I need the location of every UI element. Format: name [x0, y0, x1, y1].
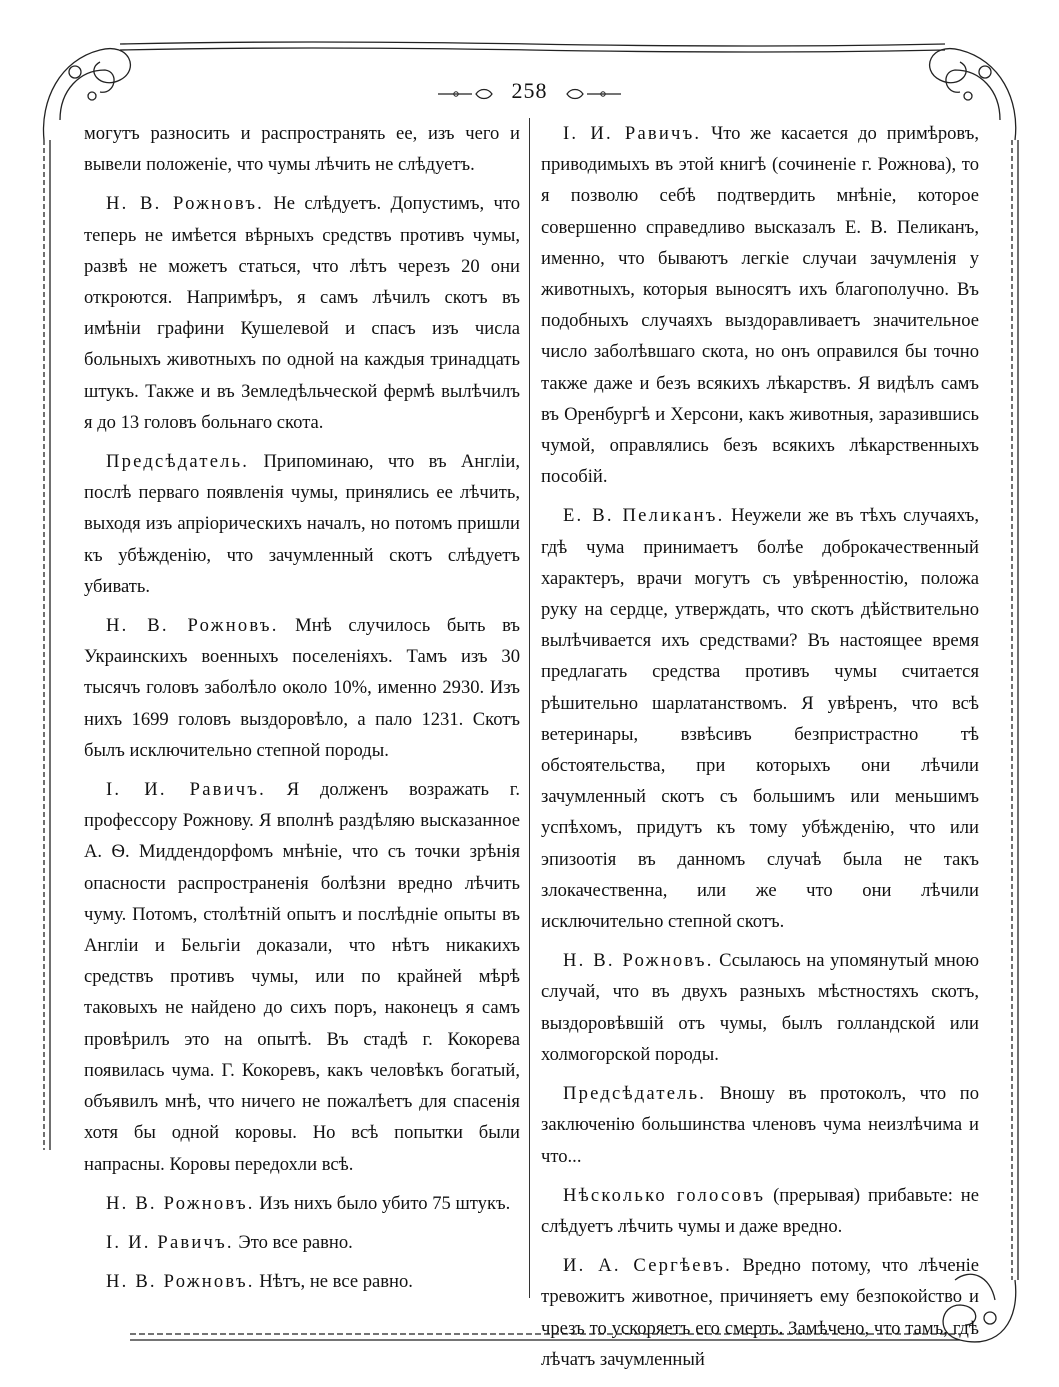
- speaker-name: І. И. Равичъ.: [106, 779, 267, 801]
- right-header-ornament-icon: [563, 87, 623, 101]
- paragraph: І. И. Равичъ. Это все равно.: [106, 1231, 353, 1253]
- paragraph: І. И. Равичъ. Что же касается до примѣровъ, приводимыхъ въ этой книгѣ (сочиненіе г. Рожнова), то я позволю себѣ подтвердить мнѣніе, которое совершенно справедливо высказалъ Е. В. Пеликанъ, именно, что бываютъ легкіе случаи зачумленія у животныхъ, которыя выносятъ ихъ благополучно. Въ подобныхъ случаяхъ выздоравливаетъ значительное число заболѣвшаго скота, но онъ оправился бы точно также даже и безъ всякихъ лѣкарствъ. Я видѣлъ самъ въ Оренбургѣ и Херсони, какъ животныя, заразившись чумой, оправлялись безъ всякихъ лѣкарственныхъ пособій.: [541, 123, 979, 488]
- left-column: [84, 118, 520, 1297]
- paragraph: могутъ разносить и распространять ее, изъ чего и вывели положеніе, что чумы лѣчить не слѣдуетъ.: [84, 123, 520, 176]
- page-header: [0, 78, 1059, 110]
- paragraph: Нѣсколько голосовъ (прерывая) прибавьте: не слѣдуетъ лѣчить чумы и даже вредно.: [541, 1184, 979, 1237]
- paragraph: Н. В. Рожновъ. Ссылаюсь на упомянутый мною случай, что въ двухъ разныхъ мѣстностяхъ скотъ, выздоровѣвшій отъ чумы, былъ голландской или холмогорской породы.: [541, 950, 979, 1065]
- page-number: 258: [511, 78, 548, 103]
- paragraph: И. А. Сергѣевъ. Вредно потому, что лѣченіе тревожитъ животное, причиняетъ ему безпокойство и чрезъ то ускоряетъ его смерть. Замѣчено, что тамъ, гдѣ лѣчатъ зачумленный: [541, 1255, 979, 1370]
- paragraph: Н. В. Рожновъ. Нѣтъ, не все равно.: [106, 1271, 413, 1293]
- speaker-name: Н. В. Рожновъ.: [563, 950, 714, 972]
- speaker-name: Н. В. Рожновъ.: [106, 615, 279, 637]
- paragraph: І. И. Равичъ. Я долженъ возражать г. профессору Рожнову. Я вполнѣ раздѣляю высказанное А. Ѳ. Миддендорфомъ мнѣніе, что съ точки зрѣнія опасности распространенія болѣзни вредно лѣчить чуму. Потомъ, столѣтній опытъ и послѣдніе опыты въ Англіи и Бельгіи доказали, что нѣтъ никакихъ средствъ противъ чумы, или по крайней мѣрѣ таковыхъ не найдено до сихъ поръ, наконецъ я самъ провѣрилъ это на опытѣ. Въ стадѣ г. Кокорева появилась чума. Г. Кокоревъ, какъ человѣкъ богатый, объявилъ мнѣ, что ничего не пожалѣетъ для спасенія хотя бы одной коровы. Но всѣ попытки были напрасны. Коровы передохли всѣ.: [84, 779, 520, 1175]
- speaker-name: І. И. Равичъ.: [106, 1231, 234, 1253]
- speaker-name: І. И. Равичъ.: [563, 123, 702, 144]
- speaker-name: Н. В. Рожновъ.: [106, 1192, 255, 1214]
- speaker-name: Е. В. Пеликанъ.: [563, 505, 725, 527]
- paragraph: Н. В. Рожновъ. Не слѣдуетъ. Допустимъ, что теперь не имѣется вѣрныхъ средствъ противъ чумы, развѣ не можетъ статься, что лѣтъ черезъ 20 они откроются. Напримѣръ, я самъ лѣчилъ скотъ въ имѣніи графини Кушелевой и спасъ изъ числа больныхъ животныхъ по одной на каждыя тринадцать штукъ. Также и въ Земледѣльческой фермѣ вылѣчилъ я до 13 головъ больнаго скота.: [84, 193, 520, 433]
- paragraph: Е. В. Пеликанъ. Неужели же въ тѣхъ случаяхъ, гдѣ чума принимаетъ болѣе доброкачественный характеръ, врачи могутъ съ увѣренностію, положа руку на сердце, утверждать, что скотъ дѣйствительно вылѣчивается ихъ средствами? Въ настоящее время предлагать средства противъ чумы считается рѣшительно шарлатанствомъ. Я увѣренъ, что всѣ ветеринары, взвѣсивъ безпристрастно тѣ обстоятельства, при которыхъ они лѣчили зачумленный скотъ съ большимъ или меньшимъ успѣхомъ, придутъ къ тому убѣжденію, что или эпизоотія въ данномъ случаѣ была не такъ злокачественна, или же что они лѣчили исключительно степной скотъ.: [541, 505, 980, 933]
- speaker-name: Нѣсколько голосовъ: [563, 1184, 766, 1206]
- speaker-name: Предсѣдатель.: [106, 451, 250, 473]
- speaker-name: Н. В. Рожновъ.: [106, 193, 265, 215]
- speaker-name: Предсѣдатель.: [563, 1083, 707, 1105]
- paragraph: Н. В. Рожновъ. Изъ нихъ было убито 75 штукъ.: [106, 1192, 511, 1214]
- paragraph: Н. В. Рожновъ. Мнѣ случилось быть въ Украинскихъ военныхъ поселеніяхъ. Тамъ изъ 30 тысячъ головъ заболѣло около 10%, именно 2930. Изъ нихъ 1699 головъ выздоровѣло, а пало 1231. Скотъ былъ исключительно степной породы.: [84, 615, 520, 761]
- speaker-name: Н. В. Рожновъ.: [106, 1271, 255, 1293]
- column-divider: [529, 118, 530, 1298]
- left-header-ornament-icon: [436, 87, 496, 101]
- paragraph: Предсѣдатель. Вношу въ протоколъ, что по заключенію большинства членовъ чума неизлѣчима и что...: [541, 1083, 979, 1167]
- paragraph: Предсѣдатель. Припоминаю, что въ Англіи, послѣ перваго появленія чумы, принялись ее лѣчить, выходя изъ апріорическихъ началъ, но потомъ пришли къ убѣжденію, что зачумленный скотъ слѣдуетъ убивать.: [84, 451, 520, 597]
- speaker-name: И. А. Сергѣевъ.: [563, 1255, 732, 1277]
- right-column: [541, 118, 979, 1375]
